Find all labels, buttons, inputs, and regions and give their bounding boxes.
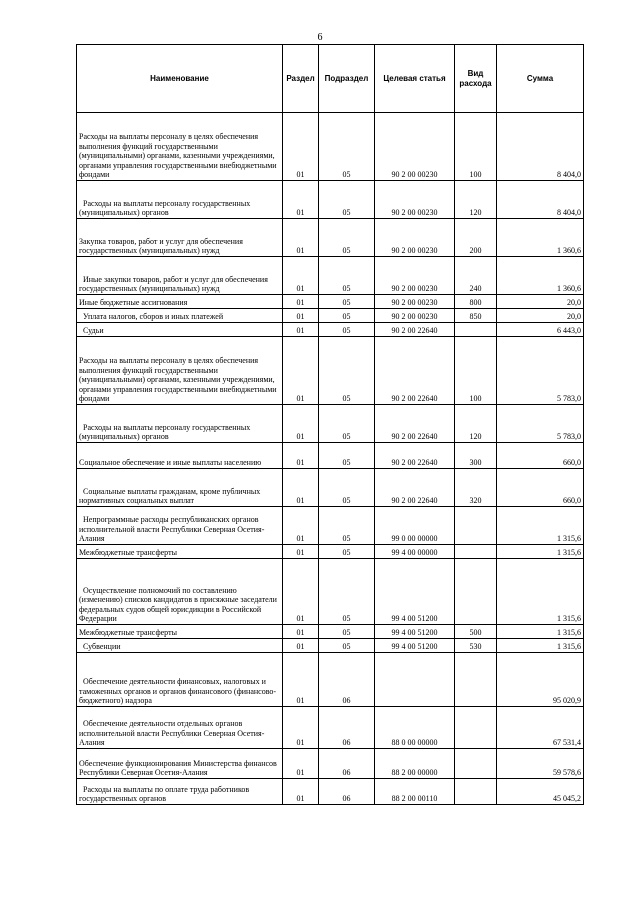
row-target-item-cell-text: 90 2 00 00230 (391, 246, 438, 256)
row-target-item-cell-text: 90 2 00 00230 (391, 284, 438, 294)
row-amount-cell (497, 625, 584, 639)
row-subsection-cell-text: 05 (342, 246, 351, 256)
row-expense-type-cell (455, 749, 497, 779)
header-expense-type: Вид расхода (455, 45, 497, 113)
row-amount-cell (497, 779, 584, 805)
row-expense-type-cell-text: 500 (469, 628, 482, 638)
table-row (77, 219, 584, 257)
row-subsection-cell-text: 05 (342, 534, 351, 544)
row-amount-cell (497, 469, 584, 507)
row-section-cell-text: 01 (296, 534, 305, 544)
row-target-item-cell-text: 90 2 00 22640 (391, 394, 438, 404)
row-target-item-cell (375, 653, 455, 707)
row-name-cell (77, 625, 283, 639)
row-expense-type-cell (455, 625, 497, 639)
row-expense-type-cell (455, 181, 497, 219)
row-subsection-cell-text: 05 (342, 208, 351, 218)
row-target-item-cell-text: 99 4 00 51200 (391, 628, 438, 638)
row-subsection-cell-text: 05 (342, 326, 351, 336)
row-section-cell (283, 295, 319, 309)
row-amount-cell-text: 660,0 (563, 458, 581, 468)
row-section-cell-text: 01 (296, 432, 305, 442)
row-section-cell (283, 545, 319, 559)
row-subsection-cell-text: 06 (342, 768, 351, 778)
row-subsection-cell (319, 559, 375, 625)
row-target-item-cell-text: 88 2 00 00110 (391, 794, 438, 804)
row-subsection-cell-text: 06 (342, 696, 351, 706)
table-row (77, 181, 584, 219)
row-section-cell-text: 01 (296, 284, 305, 294)
row-section-cell (283, 507, 319, 545)
row-subsection-cell (319, 469, 375, 507)
row-amount-cell-text: 6 443,0 (557, 326, 581, 336)
row-name-cell-text: Уплата налогов, сборов и иных платежей (83, 312, 224, 322)
row-expense-type-cell-text: 850 (469, 312, 482, 322)
row-expense-type-cell-text: 300 (469, 458, 482, 468)
row-name-cell (77, 545, 283, 559)
row-subsection-cell-text: 05 (342, 394, 351, 404)
row-expense-type-cell (455, 295, 497, 309)
header-subsection: Подраздел (319, 45, 375, 113)
row-expense-type-cell-text: 240 (469, 284, 482, 294)
row-section-cell-text: 01 (296, 628, 305, 638)
row-amount-cell (497, 639, 584, 653)
row-subsection-cell (319, 405, 375, 443)
row-target-item-cell (375, 443, 455, 469)
row-expense-type-cell (455, 219, 497, 257)
row-expense-type-cell (455, 257, 497, 295)
row-section-cell (283, 257, 319, 295)
row-expense-type-cell-text: 800 (469, 298, 482, 308)
row-amount-cell-text: 59 578,6 (553, 768, 581, 778)
row-subsection-cell (319, 639, 375, 653)
row-expense-type-cell (455, 309, 497, 323)
row-name-cell (77, 337, 283, 405)
row-name-cell (77, 257, 283, 295)
table-row (77, 749, 584, 779)
row-subsection-cell (319, 219, 375, 257)
budget-table (76, 44, 584, 805)
row-amount-cell-text: 1 360,6 (557, 284, 581, 294)
header-name: Наименование (77, 45, 283, 113)
row-section-cell (283, 625, 319, 639)
row-amount-cell (497, 707, 584, 749)
row-expense-type-cell (455, 653, 497, 707)
row-expense-type-cell-text: 100 (469, 170, 482, 180)
row-target-item-cell (375, 337, 455, 405)
row-subsection-cell (319, 653, 375, 707)
row-section-cell-text: 01 (296, 170, 305, 180)
row-target-item-cell (375, 219, 455, 257)
row-amount-cell-text: 660,0 (563, 496, 581, 506)
table-row (77, 545, 584, 559)
page-number: 6 (317, 32, 323, 43)
table-row (77, 469, 584, 507)
row-subsection-cell (319, 257, 375, 295)
row-name-cell-text: Непрограммные расходы республиканских органов исполнительной власти Республики Северная Осетия-Алания (79, 515, 265, 544)
row-amount-cell (497, 545, 584, 559)
row-target-item-cell-text: 90 2 00 22640 (391, 458, 438, 468)
row-target-item-cell-text: 99 4 00 51200 (391, 642, 438, 652)
row-subsection-cell-text: 05 (342, 170, 351, 180)
row-amount-cell-text: 95 020,9 (553, 696, 581, 706)
row-expense-type-cell (455, 507, 497, 545)
row-section-cell-text: 01 (296, 548, 305, 558)
row-subsection-cell (319, 507, 375, 545)
row-target-item-cell (375, 779, 455, 805)
row-amount-cell-text: 1 315,6 (557, 548, 581, 558)
table-row (77, 443, 584, 469)
row-name-cell-text: Обеспечение функционирования Министерства финансов Республики Северная Осетия-Алания (79, 758, 277, 778)
row-name-cell (77, 323, 283, 337)
row-subsection-cell-text: 05 (342, 298, 351, 308)
row-name-cell-text: Расходы на выплаты персоналу государственных (муниципальных) органов (79, 422, 251, 442)
row-name-cell (77, 309, 283, 323)
row-subsection-cell-text: 05 (342, 628, 351, 638)
row-expense-type-cell (455, 707, 497, 749)
row-name-cell-text: Расходы на выплаты персоналу в целях обеспечения выполнения функций государственными (муниципальными) органами, казенными учреждениями, органами управления государственными внебюджетными фондами (79, 356, 277, 404)
row-section-cell-text: 01 (296, 312, 305, 322)
row-expense-type-cell-text: 120 (469, 432, 482, 442)
row-section-cell-text: 01 (296, 298, 305, 308)
table-row (77, 707, 584, 749)
row-subsection-cell (319, 309, 375, 323)
row-subsection-cell (319, 779, 375, 805)
row-name-cell-text: Социальные выплаты гражданам, кроме публичных нормативных социальных выплат (79, 486, 261, 506)
table-row (77, 295, 584, 309)
row-section-cell-text: 01 (296, 642, 305, 652)
row-subsection-cell (319, 181, 375, 219)
row-amount-cell-text: 8 404,0 (557, 208, 581, 218)
row-name-cell (77, 295, 283, 309)
row-section-cell (283, 469, 319, 507)
row-name-cell (77, 181, 283, 219)
row-target-item-cell (375, 113, 455, 181)
row-name-cell-text: Социальное обеспечение и иные выплаты населению (79, 458, 262, 468)
row-section-cell-text: 01 (296, 794, 305, 804)
row-amount-cell-text: 1 360,6 (557, 246, 581, 256)
row-subsection-cell-text: 05 (342, 284, 351, 294)
row-amount-cell-text: 1 315,6 (557, 642, 581, 652)
table-row (77, 625, 584, 639)
row-section-cell-text: 01 (296, 394, 305, 404)
row-expense-type-cell-text: 320 (469, 496, 482, 506)
row-name-cell-text: Иные закупки товаров, работ и услуг для обеспечения государственных (муниципальных) нужд (79, 274, 268, 294)
row-target-item-cell (375, 545, 455, 559)
row-target-item-cell (375, 639, 455, 653)
row-subsection-cell-text: 05 (342, 614, 351, 624)
table-row (77, 559, 584, 625)
row-subsection-cell-text: 05 (342, 548, 351, 558)
row-name-cell (77, 707, 283, 749)
row-expense-type-cell (455, 779, 497, 805)
row-subsection-cell (319, 295, 375, 309)
row-amount-cell-text: 1 315,6 (557, 614, 581, 624)
row-section-cell (283, 779, 319, 805)
row-section-cell (283, 323, 319, 337)
row-amount-cell (497, 181, 584, 219)
row-section-cell (283, 219, 319, 257)
row-name-cell (77, 405, 283, 443)
row-name-cell (77, 469, 283, 507)
row-expense-type-cell (455, 545, 497, 559)
row-name-cell-text: Обеспечение деятельности финансовых, налоговых и таможенных органов и органов финансового (финансово-бюджетного) надзора (79, 677, 277, 706)
row-name-cell (77, 113, 283, 181)
row-target-item-cell (375, 405, 455, 443)
row-amount-cell (497, 295, 584, 309)
row-name-cell-text: Субвенции (83, 642, 121, 652)
row-target-item-cell-text: 90 2 00 22640 (391, 326, 438, 336)
row-amount-cell (497, 559, 584, 625)
row-target-item-cell-text: 90 2 00 22640 (391, 432, 438, 442)
row-subsection-cell (319, 337, 375, 405)
row-amount-cell (497, 309, 584, 323)
row-expense-type-cell (455, 323, 497, 337)
row-amount-cell (497, 653, 584, 707)
row-section-cell (283, 309, 319, 323)
row-target-item-cell (375, 469, 455, 507)
row-target-item-cell-text: 88 0 00 00000 (391, 738, 438, 748)
row-target-item-cell (375, 507, 455, 545)
row-target-item-cell-text: 90 2 00 00230 (391, 208, 438, 218)
row-name-cell (77, 639, 283, 653)
row-section-cell-text: 01 (296, 696, 305, 706)
row-amount-cell (497, 113, 584, 181)
row-amount-cell-text: 45 045,2 (553, 794, 581, 804)
row-section-cell (283, 707, 319, 749)
row-amount-cell (497, 507, 584, 545)
row-target-item-cell-text: 90 2 00 00230 (391, 298, 438, 308)
row-expense-type-cell (455, 469, 497, 507)
row-target-item-cell (375, 749, 455, 779)
table-header-row (77, 45, 584, 113)
row-amount-cell (497, 337, 584, 405)
row-subsection-cell (319, 113, 375, 181)
row-name-cell (77, 779, 283, 805)
row-subsection-cell (319, 707, 375, 749)
row-subsection-cell-text: 06 (342, 738, 351, 748)
row-section-cell (283, 113, 319, 181)
row-target-item-cell (375, 181, 455, 219)
row-expense-type-cell (455, 639, 497, 653)
row-amount-cell-text: 1 315,6 (557, 628, 581, 638)
row-amount-cell (497, 443, 584, 469)
row-amount-cell-text: 8 404,0 (557, 170, 581, 180)
row-subsection-cell-text: 05 (342, 458, 351, 468)
row-amount-cell-text: 5 783,0 (557, 394, 581, 404)
row-section-cell-text: 01 (296, 496, 305, 506)
row-subsection-cell-text: 05 (342, 496, 351, 506)
table-row (77, 309, 584, 323)
row-section-cell-text: 01 (296, 326, 305, 336)
row-expense-type-cell-text: 100 (469, 394, 482, 404)
row-subsection-cell-text: 06 (342, 794, 351, 804)
row-target-item-cell-text: 90 2 00 00230 (391, 312, 438, 322)
row-name-cell-text: Расходы на выплаты персоналу в целях обеспечения выполнения функций государственными (муниципальными) органами, казенными учреждениями, органами управления государственными внебюджетными фондами (79, 132, 277, 180)
row-section-cell-text: 01 (296, 208, 305, 218)
row-name-cell (77, 443, 283, 469)
row-amount-cell (497, 323, 584, 337)
row-name-cell-text: Расходы на выплаты по оплате труда работников государственных органов (79, 784, 250, 804)
row-subsection-cell (319, 545, 375, 559)
row-subsection-cell (319, 443, 375, 469)
row-name-cell-text: Расходы на выплаты персоналу государственных (муниципальных) органов (79, 198, 251, 218)
row-section-cell-text: 01 (296, 458, 305, 468)
row-section-cell (283, 443, 319, 469)
row-target-item-cell-text: 90 2 00 22640 (391, 496, 438, 506)
row-expense-type-cell-text: 530 (469, 642, 482, 652)
table-row (77, 113, 584, 181)
row-name-cell (77, 653, 283, 707)
row-subsection-cell-text: 05 (342, 642, 351, 652)
row-expense-type-cell (455, 337, 497, 405)
row-name-cell-text: Осуществление полномочий по составлению (изменению) списков кандидатов в присяжные заседатели федеральных судов общей юрисдикции в Российской Федерации (79, 585, 277, 624)
row-name-cell-text: Иные бюджетные ассигнования (79, 298, 188, 308)
row-expense-type-cell (455, 443, 497, 469)
row-target-item-cell (375, 559, 455, 625)
row-section-cell (283, 559, 319, 625)
table-row (77, 639, 584, 653)
row-subsection-cell-text: 05 (342, 312, 351, 322)
table-row (77, 779, 584, 805)
row-subsection-cell (319, 749, 375, 779)
row-amount-cell (497, 749, 584, 779)
row-section-cell (283, 337, 319, 405)
row-target-item-cell-text: 99 4 00 00000 (391, 548, 438, 558)
table-row (77, 257, 584, 295)
row-section-cell-text: 01 (296, 246, 305, 256)
row-target-item-cell (375, 309, 455, 323)
row-target-item-cell-text: 99 4 00 51200 (391, 614, 438, 624)
row-section-cell (283, 653, 319, 707)
row-name-cell (77, 219, 283, 257)
row-expense-type-cell (455, 113, 497, 181)
row-name-cell-text: Обеспечение деятельности отдельных органов исполнительной власти Республики Северная Осетия-Алания (79, 719, 265, 748)
row-expense-type-cell (455, 405, 497, 443)
row-section-cell (283, 749, 319, 779)
row-amount-cell-text: 67 531,4 (553, 738, 581, 748)
row-amount-cell (497, 257, 584, 295)
row-expense-type-cell (455, 559, 497, 625)
row-target-item-cell-text: 99 0 00 00000 (391, 534, 438, 544)
table-row (77, 337, 584, 405)
row-name-cell (77, 749, 283, 779)
row-expense-type-cell-text: 200 (469, 246, 482, 256)
row-target-item-cell (375, 323, 455, 337)
table-row (77, 323, 584, 337)
row-target-item-cell (375, 295, 455, 309)
row-target-item-cell-text: 88 2 00 00000 (391, 768, 438, 778)
row-amount-cell (497, 219, 584, 257)
row-section-cell (283, 181, 319, 219)
row-amount-cell-text: 20,0 (567, 298, 581, 308)
table-row (77, 405, 584, 443)
row-target-item-cell (375, 257, 455, 295)
row-subsection-cell (319, 625, 375, 639)
row-name-cell (77, 559, 283, 625)
row-target-item-cell-text: 90 2 00 00230 (391, 170, 438, 180)
row-amount-cell-text: 1 315,6 (557, 534, 581, 544)
header-amount: Сумма (497, 45, 584, 113)
row-section-cell-text: 01 (296, 768, 305, 778)
row-section-cell-text: 01 (296, 614, 305, 624)
header-target-item: Целевая статья (375, 45, 455, 113)
table-row (77, 507, 584, 545)
row-name-cell-text: Межбюджетные трансферты (79, 628, 177, 638)
table-row (77, 653, 584, 707)
row-subsection-cell (319, 323, 375, 337)
row-target-item-cell (375, 707, 455, 749)
row-section-cell (283, 405, 319, 443)
row-name-cell-text: Закупка товаров, работ и услуг для обеспечения государственных (муниципальных) нужд (79, 236, 243, 256)
row-subsection-cell-text: 05 (342, 432, 351, 442)
row-section-cell-text: 01 (296, 738, 305, 748)
row-name-cell (77, 507, 283, 545)
row-target-item-cell (375, 625, 455, 639)
row-amount-cell-text: 20,0 (567, 312, 581, 322)
row-section-cell (283, 639, 319, 653)
row-name-cell-text: Межбюджетные трансферты (79, 548, 177, 558)
row-amount-cell-text: 5 783,0 (557, 432, 581, 442)
row-amount-cell (497, 405, 584, 443)
row-name-cell-text: Судьи (83, 326, 104, 336)
row-expense-type-cell-text: 120 (469, 208, 482, 218)
header-section: Раздел (283, 45, 319, 113)
